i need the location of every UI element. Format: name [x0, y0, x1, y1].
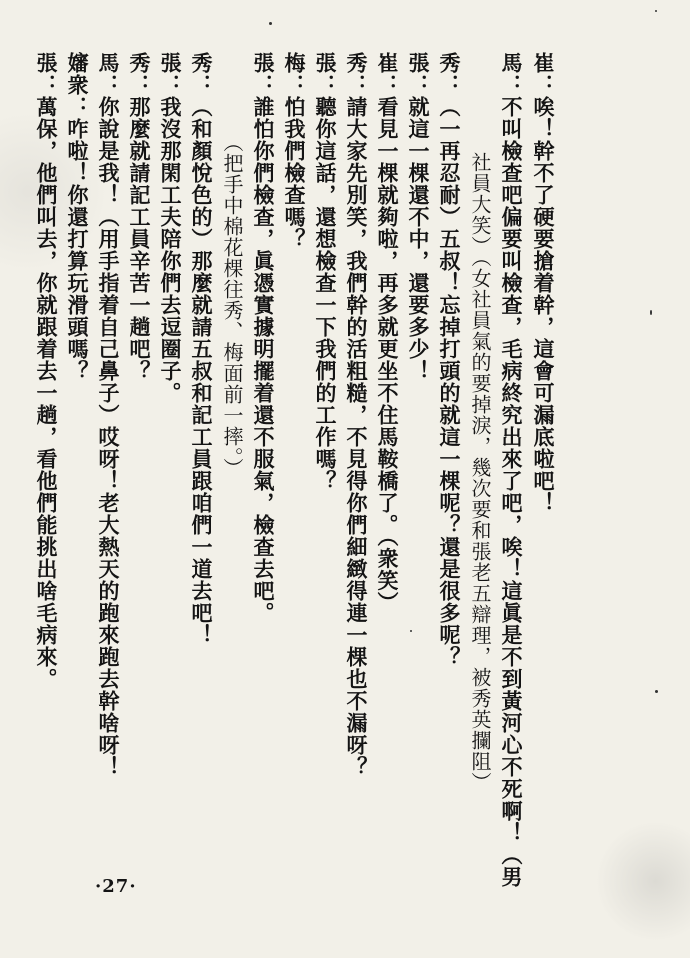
text-line-10: 張：誰怕你們檢查，眞憑實據明擺着還不服氣，檢查去吧。: [251, 52, 276, 624]
text-line-8: 張：聽你這話，還想檢查一下我們的工作嗎？: [313, 52, 338, 492]
page-number: ·27·: [95, 876, 137, 897]
print-speck: [655, 690, 658, 693]
text-line-5: 張：就這一棵還不中，還要多少！: [406, 52, 431, 382]
text-line-11: （把手中棉花棵往秀、梅面前一摔。）: [220, 100, 244, 479]
text-line-1: 崔：唉！幹不了硬要搶着幹，這會可漏底啦吧！: [531, 52, 556, 514]
text-line-17: 張：萬保，他們叫去，你就跟着去一趟，看他們能挑出啥毛病來。: [34, 52, 59, 690]
print-speck: [410, 630, 412, 632]
text-line-3: 社員大笑）（女社員氣的要掉淚，幾次要和張老五辯理，被秀英攔阻）: [468, 110, 492, 793]
text-line-14: 秀：那麼就請記工員辛苦一趟吧？: [127, 52, 152, 382]
text-line-16: 嬸衆：咋啦！你還打算玩滑頭嗎？: [65, 52, 90, 382]
text-line-4: 秀：（一再忍耐）五叔！忘掉打頭的就這一棵呢？還是很多呢？: [437, 52, 462, 668]
print-speck: [650, 310, 652, 315]
text-line-2: 馬：不叫檢查吧偏要叫檢查，毛病終究出來了吧，唉！這眞是不到黃河心不死啊！（男: [499, 52, 524, 888]
text-line-9: 梅：怕我們檢查嗎？: [282, 52, 307, 250]
print-speck: [655, 10, 657, 12]
print-speck: [269, 22, 272, 25]
text-line-7: 秀：請大家先別笑，我們幹的活粗糙，不見得你們細緻得連一棵也不漏呀？: [344, 52, 369, 778]
text-line-6: 崔：看見一棵就夠啦，再多就更坐不住馬鞍橋了。（衆笑）: [375, 52, 400, 614]
text-line-13: 張：我沒那閑工夫陪你們去逗圈子。: [158, 52, 183, 404]
text-line-15: 馬：你說是我！（用手指着自己鼻子）哎呀！老大熱天的跑來跑去幹啥呀！: [96, 52, 121, 778]
text-line-12: 秀：（和顏悅色的）那麼就請五叔和記工員跟咱們一道去吧！: [189, 52, 214, 646]
